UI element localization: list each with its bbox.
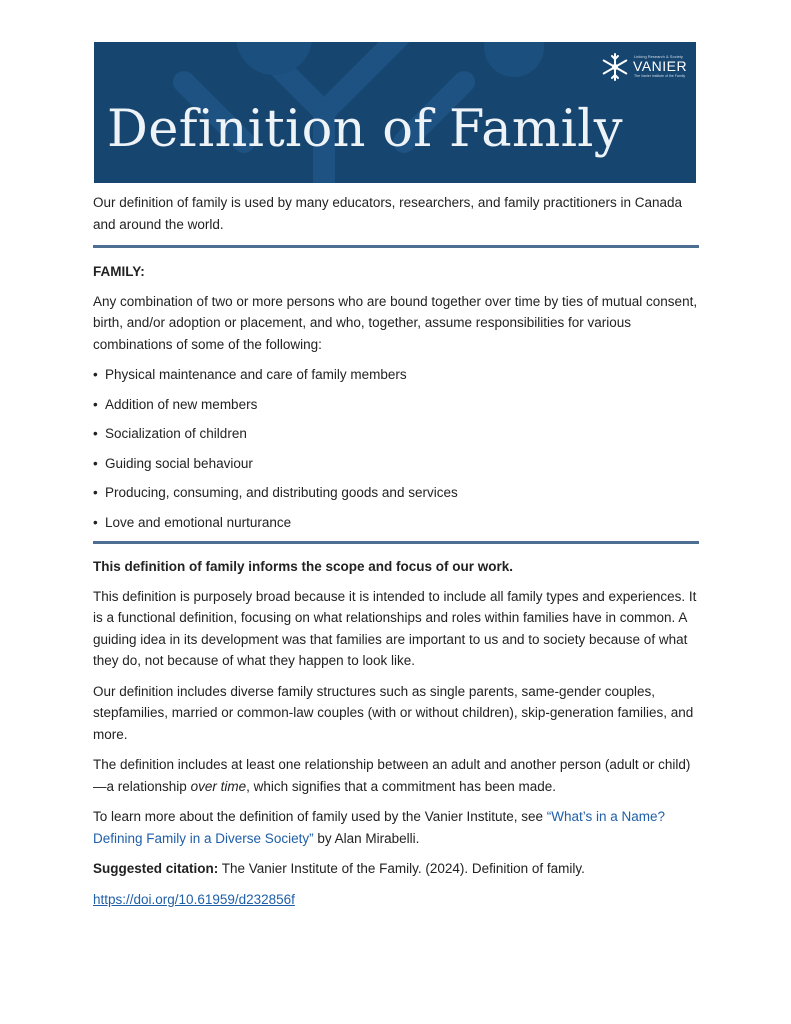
list-item: • Addition of new members xyxy=(93,394,699,416)
title-banner xyxy=(94,42,696,183)
paragraph-purpose: This definition is purposely broad because it is intended to include all family types and experiences. It is a functional definition, focusing on what relationships and roles within families have in common. A guiding idea in its development was that families are important to us and to society because of what they do, not because of what they happen to look like. xyxy=(93,588,697,668)
page-title: Definition of Family xyxy=(107,100,623,159)
paragraph-learn-more xyxy=(93,806,699,849)
family-label: FAMILY: xyxy=(93,264,145,279)
doi-link[interactable]: https://doi.org/10.61959/d232856f xyxy=(93,891,295,907)
citation xyxy=(93,858,699,880)
learn-more-text: To learn more about the definition of family used by the Vanier Institute, see xyxy=(93,809,547,824)
section-divider xyxy=(93,245,699,248)
logo-small-text: Linking Research & Society xyxy=(634,54,683,59)
paragraph-structures: Our definition includes diverse family structures such as single parents, same-gender couples, stepfamilies, married or common-law couples (with or without children), skip-generation families, and more. xyxy=(93,683,694,742)
relationship-text-end: , which signifies that a commitment has been made. xyxy=(246,778,556,794)
snowflake-icon xyxy=(600,52,630,82)
vanier-logo xyxy=(600,52,690,82)
responsibilities-list xyxy=(93,364,699,533)
intro-paragraph: Our definition of family is used by many educators, researchers, and family practitioners in Canada and around the world. xyxy=(93,195,683,232)
author-text: by Alan Mirabelli. xyxy=(313,830,420,846)
doi-line xyxy=(93,889,699,911)
article-link[interactable]: “What’s in a Name? Defining Family in a Diverse Society” xyxy=(93,809,666,846)
list-item: • Producing, consuming, and distributing goods and services xyxy=(93,482,699,504)
paragraph-relationship xyxy=(93,754,699,797)
citation-text: The Vanier Institute of the Family. (2024). Definition of family. xyxy=(218,861,585,876)
list-item: • Socialization of children xyxy=(93,423,699,445)
over-time-emphasis: over time xyxy=(190,778,247,794)
document-body xyxy=(93,192,699,919)
scope-heading: This definition of family informs the scope and focus of our work. xyxy=(93,559,514,574)
section-divider xyxy=(93,541,699,544)
citation-label: Suggested citation: xyxy=(93,861,219,876)
logo-name: VANIER xyxy=(633,58,688,74)
list-item: • Physical maintenance and care of family members xyxy=(93,364,699,386)
family-definition: Any combination of two or more persons who are bound together over time by ties of mutual consent, birth, and/or adoption or placement, and who, together, assume responsibilities for various combinations of some of the following: xyxy=(93,293,698,352)
logo-tagline: The Vanier Institute of the Family xyxy=(634,74,686,78)
list-item: • Guiding social behaviour xyxy=(93,453,699,475)
relationship-text: The definition includes at least one relationship between an adult and another person (adult or child)—a relationship xyxy=(93,757,691,794)
list-item: • Love and emotional nurturance xyxy=(93,512,699,534)
